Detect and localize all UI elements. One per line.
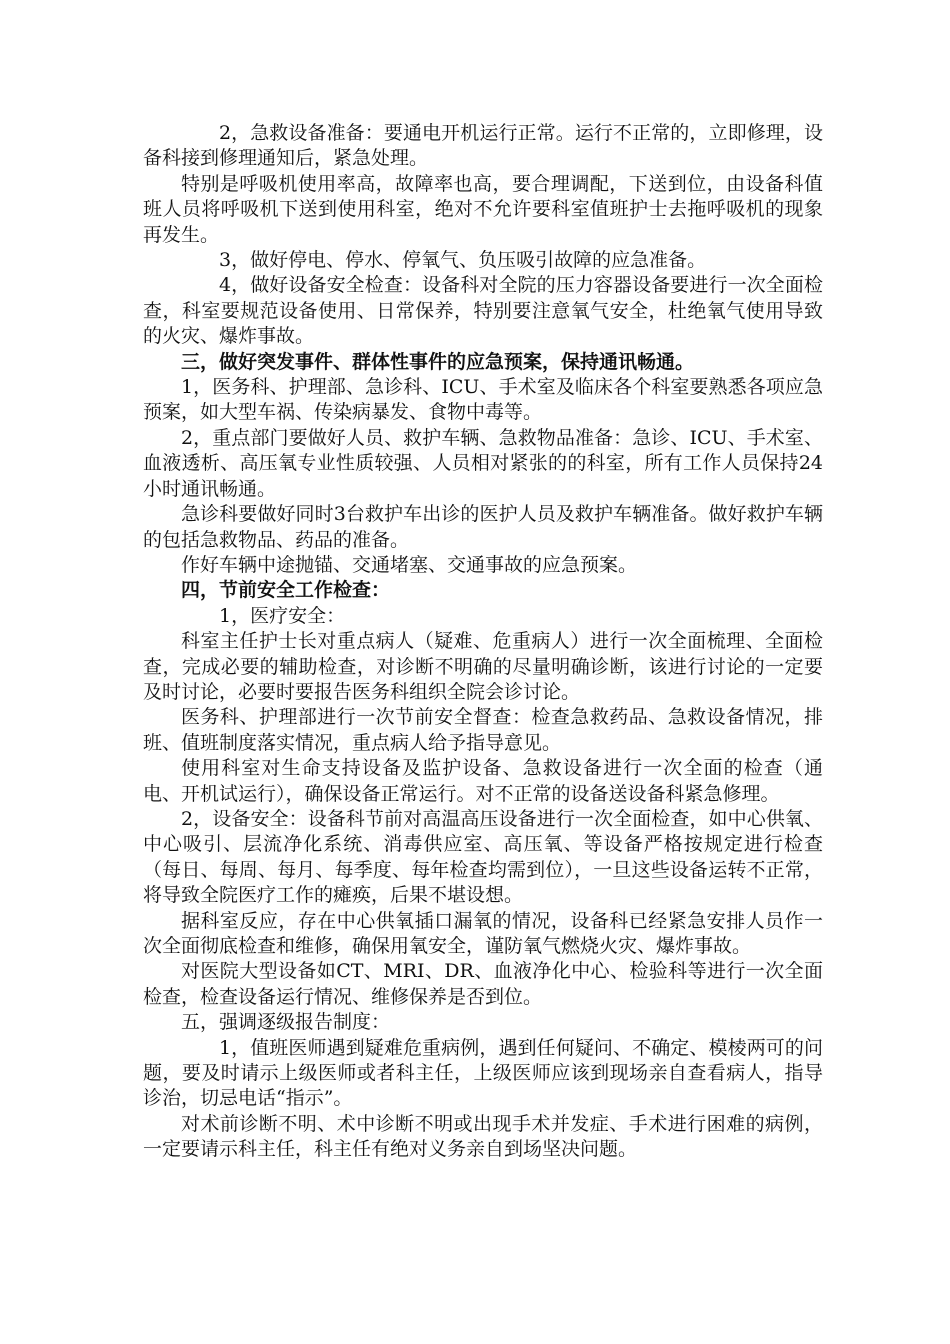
list-number: 3， [219,249,251,272]
paragraph [143,604,823,629]
paragraph-text: 作好车辆中途抛锚、交通堵塞、交通事故的应急预案。 [181,553,638,576]
paragraph-text: 四，节前安全工作检查： [181,579,391,602]
list-number: 1， [219,1036,251,1059]
paragraph-text: 使用科室对生命支持设备及监护设备、急救设备进行一次全面的检查（通电、开机试运行），确保设备正常运行。对不正常的设备送设备科紧急修理。 [143,757,823,805]
section-heading [143,350,823,375]
paragraph-text: 急诊科要做好同时3台救护车出诊的医护人员及救护车辆准备。做好救护车辆的包括急救物品、药品的准备。 [143,503,823,551]
paragraph [143,909,823,960]
paragraph-text: 2，设备安全：设备科节前对高温高压设备进行一次全面检查，如中心供氧、中心吸引、层流净化系统、消毒供应室、高压氧、等设备严格按规定进行检查（每日、每周、每月、每季度、每年检查均需到位），一旦这些设备运转不正常，将导致全院医疗工作的瘫痪，后果不堪设想。 [143,807,823,907]
paragraph [143,502,823,553]
paragraph [143,705,823,756]
paragraph [143,426,823,502]
paragraph [143,121,823,172]
list-number: 2， [219,122,251,144]
paragraph-text: 五，强调逐级报告制度： [181,1011,391,1034]
paragraph-text: 科室主任护士长对重点病人（疑难、危重病人）进行一次全面梳理、全面检查，完成必要的辅助检查，对诊断不明确的尽量明确诊断，该进行讨论的一定要及时讨论，必要时要报告医务科组织全院会诊讨论。 [143,630,823,703]
paragraph-text: 据科室反应，存在中心供氧插口漏氧的情况，设备科已经紧急安排人员作一次全面彻底检查和维修，确保用氧安全，谨防氧气燃烧火灾、爆炸事故。 [143,909,823,957]
paragraph [143,1010,823,1035]
paragraph [143,807,823,909]
paragraph-text: 做好停电、停水、停氧气、负压吸引故障的应急准备。 [250,249,707,272]
document-body [143,121,823,1163]
paragraph-text: 医疗安全： [250,604,346,627]
paragraph [143,375,823,426]
paragraph-text: 对医院大型设备如CT、MRI、DR、血液净化中心、检验科等进行一次全面检查，检查设备运行情况、维修保养是否到位。 [143,960,823,1008]
paragraph [143,172,823,248]
section-heading [143,578,823,603]
paragraph [143,273,823,349]
paragraph-text: 特别是呼吸机使用率高，故障率也高，要合理调配，下送到位，由设备科值班人员将呼吸机下送到使用科室，绝对不允许要科室值班护士去拖呼吸机的现象再发生。 [143,172,823,246]
paragraph [143,1036,823,1112]
paragraph-text: 对术前诊断不明、术中诊断不明或出现手术并发症、手术进行困难的病例，一定要请示科主任，科主任有绝对义务亲自到场坚决问题。 [143,1112,823,1161]
paragraph [143,629,823,705]
paragraph-text: 三，做好突发事件、群体性事件的应急预案，保持通讯畅通。 [181,350,695,373]
paragraph-text: 做好设备安全检查：设备科对全院的压力容器设备要进行一次全面检查，科室要规范设备使用、日常保养，特别要注意氧气安全，杜绝氧气使用导致的火灾、爆炸事故。 [143,274,823,348]
paragraph [143,553,823,578]
paragraph-text: 医务科、护理部进行一次节前安全督查：检查急救药品、急救设备情况，排班、值班制度落实情况，重点病人给予指导意见。 [143,706,823,754]
paragraph-text: 1，医务科、护理部、急诊科、ICU、手术室及临床各个科室要熟悉各项应急预案，如大型车祸、传染病暴发、食物中毒等。 [143,376,823,424]
paragraph [143,248,823,273]
paragraph-text: 2，重点部门要做好人员、救护车辆、急救物品准备：急诊、ICU、手术室、血液透析、高压氧专业性质较强、人员相对紧张的的科室，所有工作人员保持24小时通讯畅通。 [143,426,823,500]
list-number: 4， [219,274,251,297]
paragraph-text: 急救设备准备：要通电开机运行正常。运行不正常的，立即修理，设备科接到修理通知后，紧急处理。 [143,122,823,170]
paragraph-text: 值班医师遇到疑难危重病例，遇到任何疑问、不确定、模棱两可的问题，要及时请示上级医师或者科主任，上级医师应该到现场亲自查看病人，指导诊治，切忌电话“指示”。 [143,1036,823,1110]
paragraph [143,1112,823,1163]
paragraph [143,756,823,807]
paragraph [143,959,823,1010]
list-number: 1， [219,604,251,627]
